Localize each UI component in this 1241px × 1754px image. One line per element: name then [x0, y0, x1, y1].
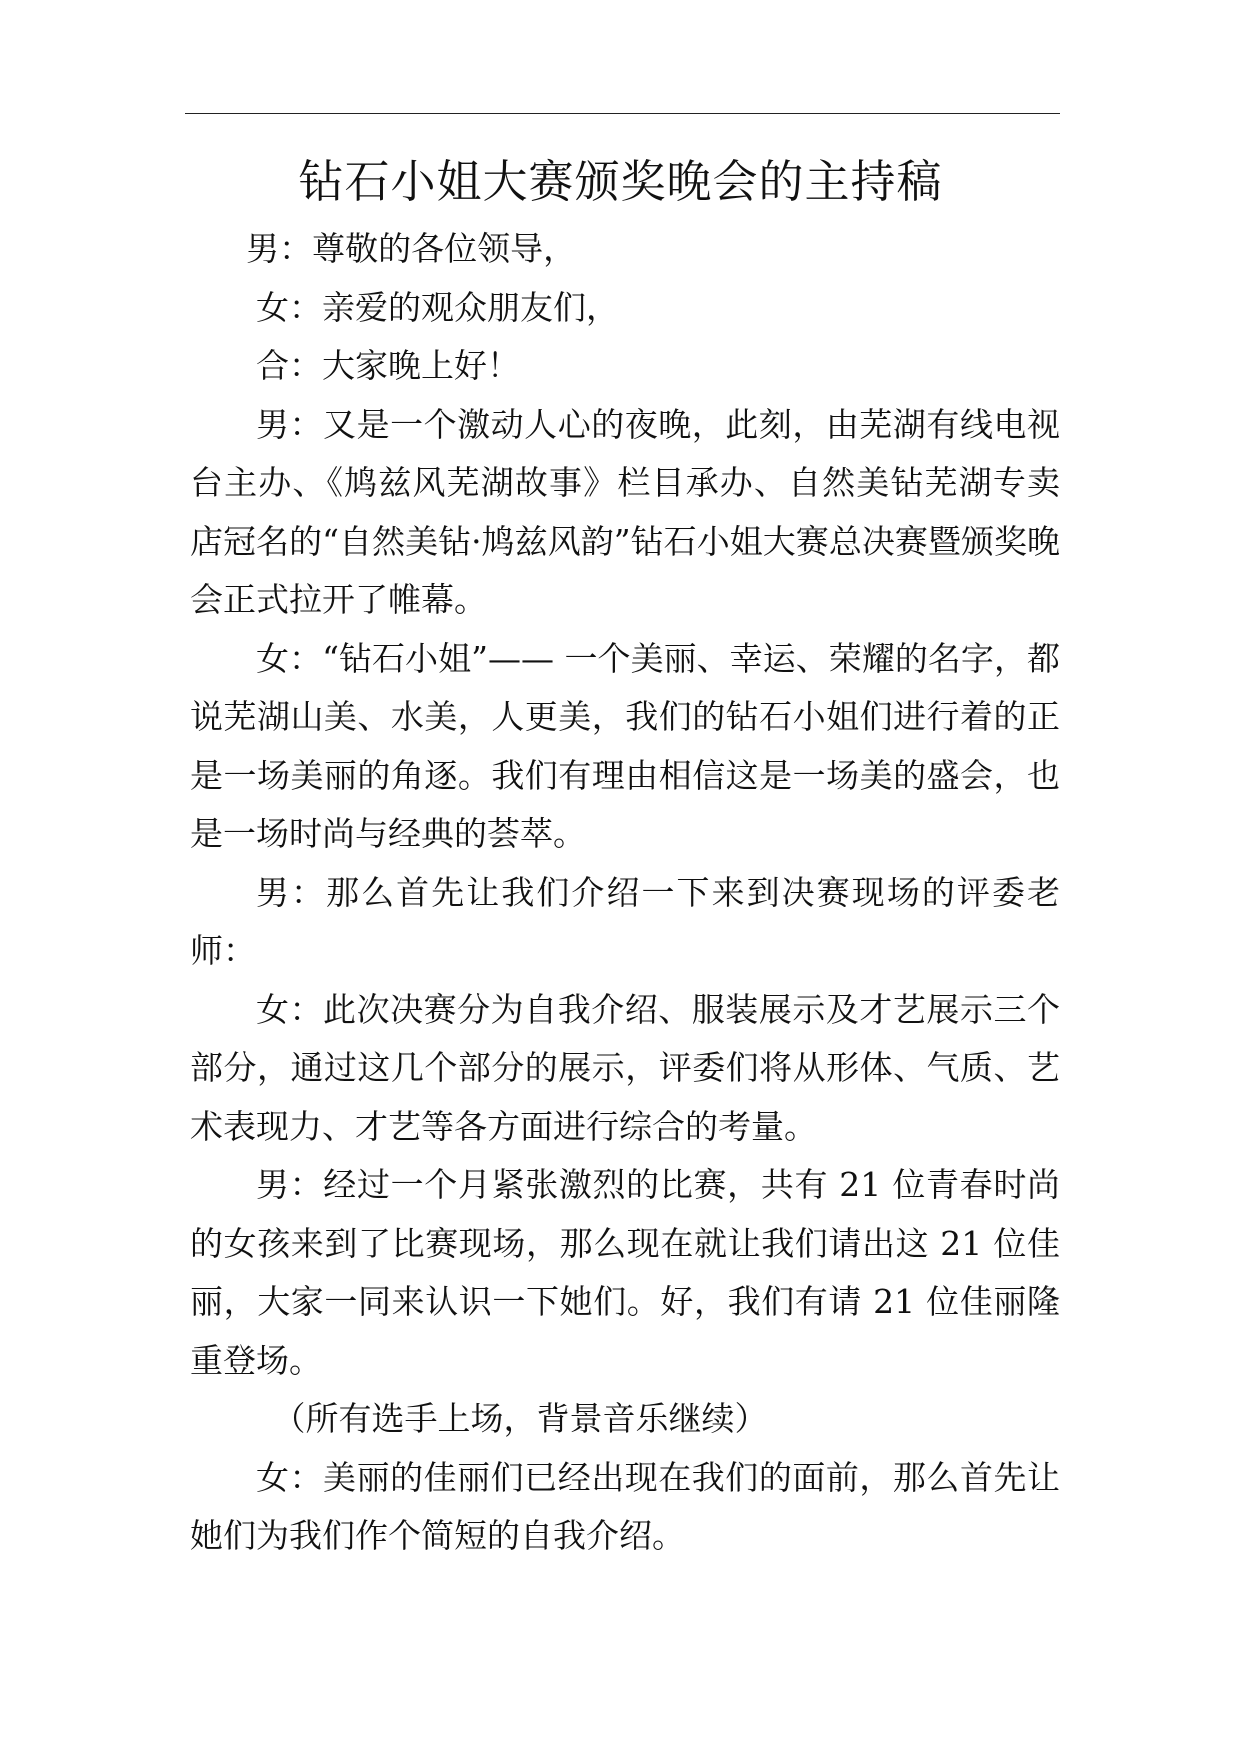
paragraph: 合：大家晚上好！	[256, 346, 520, 385]
paragraph: 男：又是一个激动人心的夜晚，此刻，由芜湖有线电视台主办、《鸠兹风芜湖故事》栏目承办、自然美钻芜湖专卖店冠名的“自然美钻·鸠兹风韵”钻石小姐大赛总决赛暨颁奖晚会正式拉开了帷幕。	[190, 404, 1060, 619]
paragraph: 女：“钻石小姐”—— 一个美丽、幸运、荣耀的名字，都说芜湖山美、水美，人更美，我们的钻石小姐们进行着的正是一场美丽的角逐。我们有理由相信这是一场美的盛会，也是一场时尚与经典的荟萃。	[190, 638, 1060, 853]
paragraph: 女：亲爱的观众朋友们，	[256, 287, 619, 327]
paragraph: 男：经过一个月紧张激烈的比赛，共有 21 位青春时尚的女孩来到了比赛现场，那么现在就让我们请出这 21 位佳丽，大家一同来认识一下她们。好，我们有请 21 位佳丽隆重登场。	[190, 1165, 1060, 1380]
document-body	[190, 220, 1060, 1566]
paragraph: 男：那么首先让我们介绍一下来到决赛现场的评委老师：	[190, 872, 1060, 970]
paragraph: 女：此次决赛分为自我介绍、服装展示及才艺展示三个部分，通过这几个部分的展示，评委们将从形体、气质、艺术表现力、才艺等各方面进行综合的考量。	[190, 989, 1060, 1146]
paragraph: 男：尊敬的各位领导，	[246, 229, 577, 268]
document-title: 钻石小姐大赛颁奖晚会的主持稿	[298, 155, 943, 208]
header-rule	[185, 113, 1060, 114]
paragraph: 女：美丽的佳丽们已经出现在我们的面前，那么首先让她们为我们作个简短的自我介绍。	[190, 1457, 1060, 1555]
stage-direction: （所有选手上场，背景音乐继续）	[272, 1399, 768, 1438]
